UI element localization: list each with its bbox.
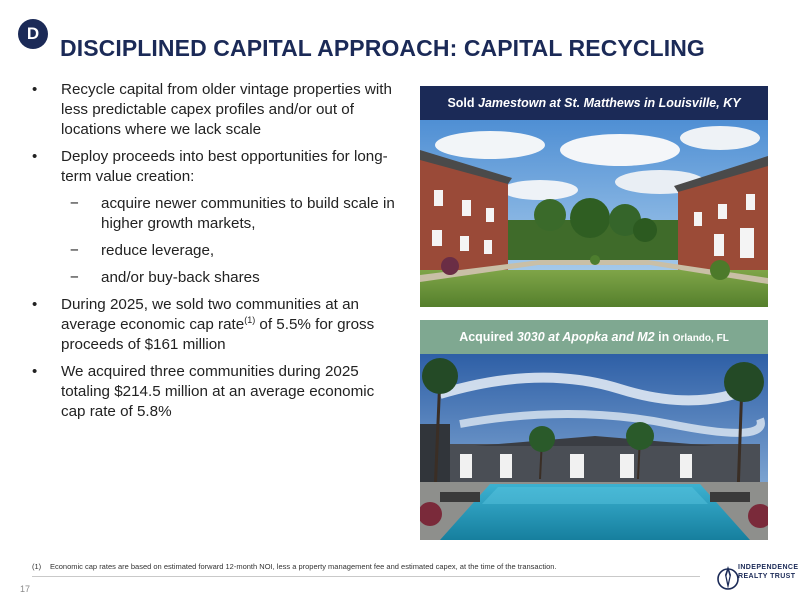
bullet-sold-text: During 2025, we sold two communities at an average economic cap rate <box>61 296 359 333</box>
photo2-caption <box>420 320 768 354</box>
bullet-acquired: • We acquired three communities during 2025 totaling $214.5 million at an average economic cap rate of 5.8% <box>32 362 400 422</box>
photo2-caption-prefix: Acquired <box>459 330 517 344</box>
page-number: 17 <box>20 584 31 594</box>
bullet-list <box>32 80 400 429</box>
sub-bullet-buyback: − and/or buy-back shares <box>32 268 400 288</box>
bullet-sold <box>32 295 400 355</box>
footnote-text: Economic cap rates are based on estimated forward 12-month NOI, less a property management fee and estimated capex, at the time of the transaction. <box>50 562 557 571</box>
bullet-recycle: • Recycle capital from older vintage properties with less predictable capex profiles and/or out of locations where we lack scale <box>32 80 400 140</box>
photo1-caption-prefix: Sold <box>447 96 478 110</box>
photo2-caption-mid: in <box>654 330 673 344</box>
photo2-caption-name: 3030 at Apopka and M2 <box>516 330 655 344</box>
footnote-ref: (1) <box>244 314 256 325</box>
sub-bullet-acquire: − acquire newer communities to build scale in higher growth markets, <box>32 194 400 234</box>
section-badge: D <box>18 19 48 49</box>
footer-divider <box>32 576 700 577</box>
photo1-caption <box>420 86 768 120</box>
logo-line-2: REALTY TRUST <box>738 573 796 580</box>
bullet-sold-text-2: of 5.5% for gross proceeds of $161 million <box>61 316 375 353</box>
footnote <box>32 562 557 571</box>
photo-apopka-pool <box>420 354 768 540</box>
photo2-caption-location: Orlando, FL <box>672 333 729 344</box>
photo1-caption-name: Jamestown at St. Matthews in Louisville, KY <box>478 96 741 110</box>
page-title: DISCIPLINED CAPITAL APPROACH: CAPITAL RECYCLING <box>60 35 705 61</box>
footnote-number: (1) <box>32 562 42 571</box>
photo-jamestown <box>420 120 768 307</box>
bullet-deploy: • Deploy proceeds into best opportunities for long-term value creation: <box>32 147 400 187</box>
company-logo-text <box>738 563 798 581</box>
sub-bullet-leverage: − reduce leverage, <box>32 241 400 261</box>
logo-line-1: INDEPENDENCE <box>738 564 799 571</box>
